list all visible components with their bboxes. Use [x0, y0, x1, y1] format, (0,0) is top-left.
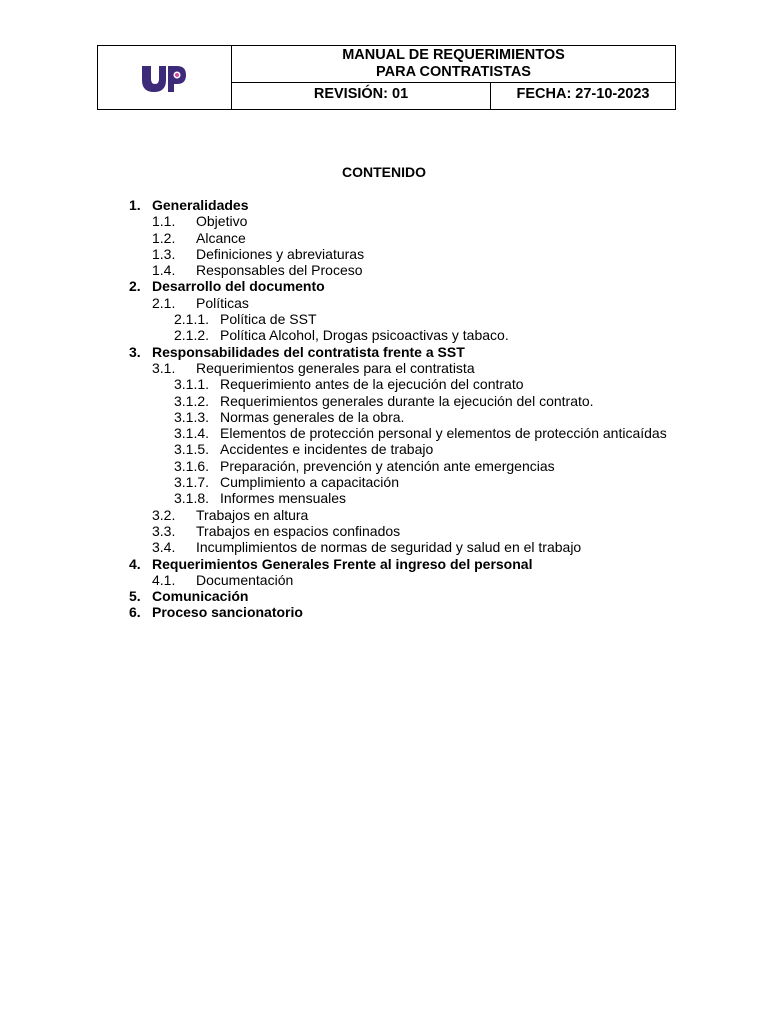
- toc-item-number: 1.2.: [152, 229, 176, 246]
- toc-item-number: 3.1.: [152, 359, 176, 376]
- toc-item-number: 3.1.7.: [174, 474, 210, 491]
- toc-item-text: Objetivo: [196, 213, 248, 230]
- toc-item-number: 4.: [129, 555, 141, 572]
- toc-item: [0, 539, 768, 555]
- document-header: [97, 45, 676, 110]
- toc-item: [0, 409, 768, 425]
- toc-item-text: Informes mensuales: [220, 490, 347, 507]
- title-line-1: MANUAL DE REQUERIMIENTOS: [342, 47, 565, 63]
- toc-item-number: 3.1.2.: [174, 392, 210, 409]
- toc-item: [0, 376, 768, 392]
- toc-item-number: 3.1.1.: [174, 376, 210, 393]
- toc-item-number: 3.2.: [152, 506, 176, 523]
- toc-item-text: Requerimientos generales durante la ejecución del contrato.: [220, 392, 594, 409]
- toc-item-number: 2.1.1.: [174, 311, 210, 328]
- toc-item-text: Responsabilidades del contratista frente a SST: [152, 343, 465, 360]
- toc-item-text: Normas generales de la obra.: [220, 408, 405, 425]
- toc-item: [0, 556, 768, 572]
- toc-item: [0, 490, 768, 506]
- toc-item-text: Responsables del Proceso: [196, 262, 363, 279]
- toc-item-text: Alcance: [196, 229, 246, 246]
- toc-item: [0, 474, 768, 490]
- toc-item-number: 2.: [129, 278, 141, 295]
- toc-item-number: 1.3.: [152, 245, 176, 262]
- toc-item-text: Política de SST: [220, 311, 317, 328]
- toc-item-text: Preparación, prevención y atención ante emergencias: [220, 457, 555, 474]
- toc-item-text: Requerimientos Generales Frente al ingreso del personal: [152, 555, 533, 572]
- revision-number: REVISIÓN: 01: [232, 83, 491, 109]
- toc-item-number: 6.: [129, 604, 141, 621]
- toc-item-text: Política Alcohol, Drogas psicoactivas y tabaco.: [220, 327, 509, 344]
- toc-item-text: Generalidades: [152, 197, 249, 213]
- contents-heading: CONTENIDO: [342, 164, 426, 180]
- toc-item: [0, 278, 768, 294]
- toc-item-text: Cumplimiento a capacitación: [220, 474, 399, 491]
- toc-item-number: 3.: [129, 343, 141, 360]
- toc-item-text: Desarrollo del documento: [152, 278, 325, 295]
- toc-item: [0, 507, 768, 523]
- toc-item-number: 5.: [129, 588, 141, 605]
- toc-item-text: Políticas: [196, 294, 249, 311]
- toc-item: [0, 441, 768, 457]
- toc-item: [0, 213, 768, 229]
- toc-item-number: 3.1.6.: [174, 457, 210, 474]
- toc-item: [0, 604, 768, 620]
- document-title: [232, 46, 675, 83]
- toc-item-number: 3.3.: [152, 522, 176, 539]
- toc-item-number: 1.1.: [152, 213, 176, 230]
- toc-item-text: Requerimientos generales para el contratista: [196, 359, 475, 376]
- title-line-2: PARA CONTRATISTAS: [376, 64, 531, 80]
- toc-item-text: Trabajos en altura: [196, 506, 309, 523]
- toc-item: [0, 327, 768, 343]
- up-logo-icon: [140, 63, 188, 95]
- toc-item-text: Documentación: [196, 571, 294, 588]
- toc-item-text: Accidentes e incidentes de trabajo: [220, 441, 434, 458]
- table-of-contents: [0, 197, 768, 621]
- toc-item-number: 4.1.: [152, 571, 176, 588]
- toc-item: [0, 344, 768, 360]
- toc-item-number: 3.1.4.: [174, 425, 210, 442]
- toc-item-text: Requerimiento antes de la ejecución del contrato: [220, 376, 524, 393]
- toc-item: [0, 246, 768, 262]
- toc-item: [0, 262, 768, 278]
- toc-item: [0, 197, 768, 213]
- toc-item-number: 3.1.3.: [174, 408, 210, 425]
- toc-item-text: Elementos de protección personal y elementos de protección anticaídas: [220, 425, 667, 442]
- toc-item: [0, 311, 768, 327]
- toc-item-text: Comunicación: [152, 588, 249, 605]
- toc-item-number: 3.1.5.: [174, 441, 210, 458]
- toc-item-text: Definiciones y abreviaturas: [196, 245, 365, 262]
- toc-item-number: 2.1.2.: [174, 327, 210, 344]
- toc-item-text: Incumplimientos de normas de seguridad y salud en el trabajo: [196, 539, 582, 556]
- toc-item-number: 3.4.: [152, 539, 176, 556]
- toc-item: [0, 360, 768, 376]
- toc-item-text: Trabajos en espacios confinados: [196, 522, 401, 539]
- document-date: FECHA: 27-10-2023: [516, 86, 650, 102]
- toc-item-number: 1.4.: [152, 262, 176, 279]
- toc-item: [0, 393, 768, 409]
- toc-item: [0, 295, 768, 311]
- toc-item-number: 1.: [129, 197, 141, 213]
- toc-item-text: Proceso sancionatorio: [152, 604, 303, 621]
- toc-item-number: 2.1.: [152, 294, 176, 311]
- toc-item: [0, 588, 768, 604]
- toc-item: [0, 425, 768, 441]
- toc-item-number: 3.1.8.: [174, 490, 210, 507]
- toc-item: [0, 523, 768, 539]
- toc-item: [0, 230, 768, 246]
- logo-cell: [98, 46, 232, 109]
- toc-item: [0, 458, 768, 474]
- toc-item: [0, 572, 768, 588]
